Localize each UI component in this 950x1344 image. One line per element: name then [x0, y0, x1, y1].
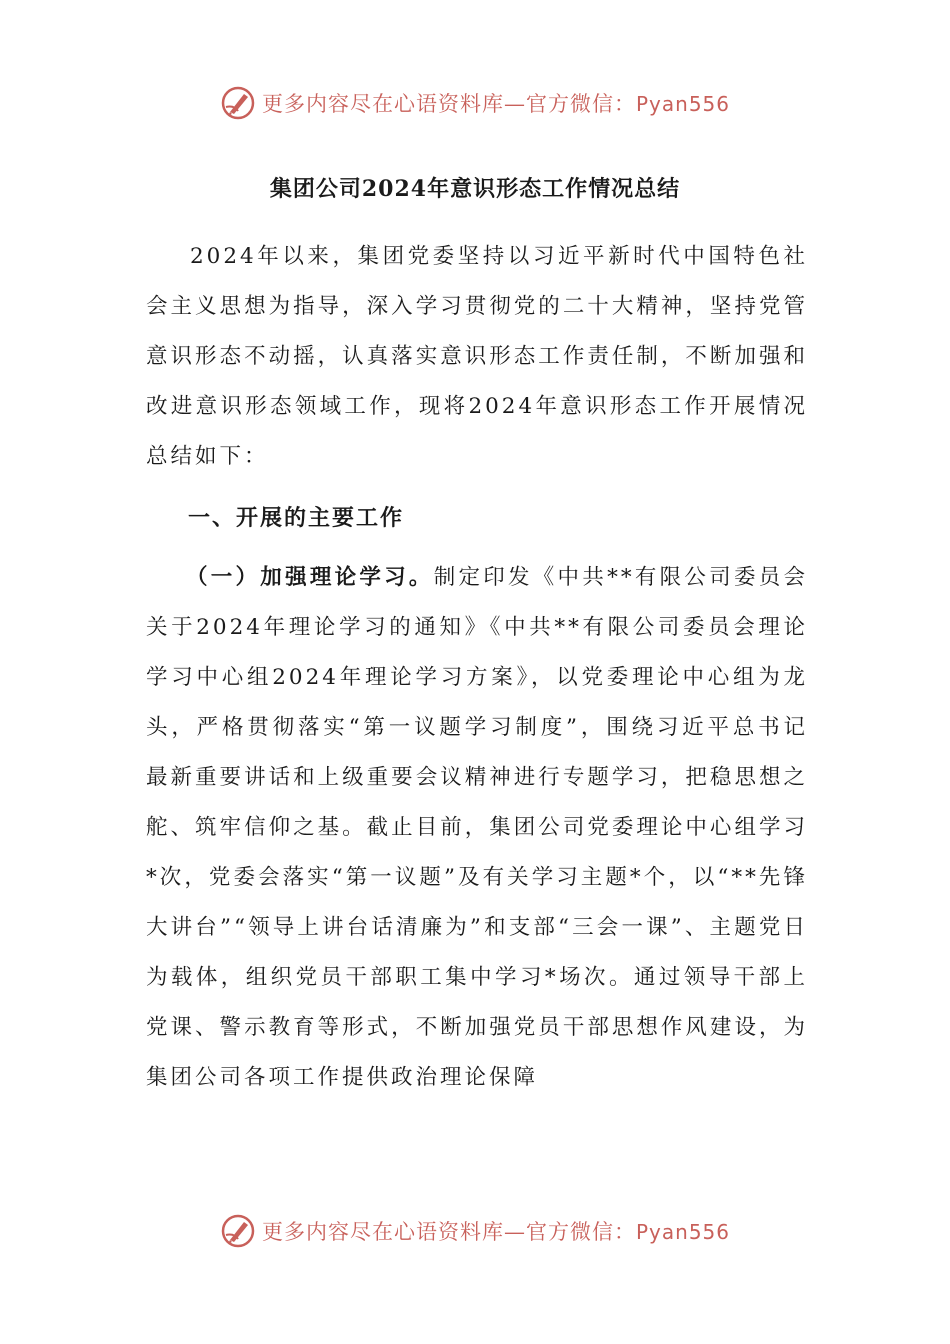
item1-paragraph: [146, 553, 808, 1103]
watermark-text: 更多内容尽在心语资料库—官方微信：Pyan556: [261, 92, 730, 116]
header-watermark-banner: [0, 78, 950, 128]
item1-lead: （一）加强理论学习。: [186, 565, 434, 590]
document-title: 集团公司2024年意识形态工作情况总结: [269, 176, 681, 202]
pen-logo-icon: [220, 1213, 256, 1249]
item1-body: 制定印发《中共**有限公司委员会关于2024年理论学习的通知》《中共**有限公司委员会理论学习中心组2024年理论学习方案》，以党委理论中心组为龙头，严格贯彻落实“第一议题学习制度”，围绕习近平总书记最新重要讲话和上级重要会议精神进行专题学习，把稳思想之舵、筑牢信仰之基。截止目前，集团公司党委理论中心组学习*次，党委会落实“第一议题”及有关学习主题*个，以“**先锋大讲台”“领导上讲台话清廉为”和支部“三会一课”、主题党日为载体，组织党员干部职工集中学习*场次。通过领导干部上党课、警示教育等形式，不断加强党员干部思想作风建设，为集团公司各项工作提供政治理论保障: [146, 565, 808, 1090]
footer-watermark-banner: [0, 1206, 950, 1256]
section-heading: 一、开展的主要工作: [188, 505, 405, 531]
pen-logo-icon: [220, 85, 256, 121]
watermark-text: 更多内容尽在心语资料库—官方微信：Pyan556: [261, 1220, 730, 1244]
intro-paragraph: 2024年以来，集团党委坚持以习近平新时代中国特色社会主义思想为指导，深入学习贯彻党的二十大精神，坚持党管意识形态不动摇，认真落实意识形态工作责任制，不断加强和改进意识形态领域工作，现将2024年意识形态工作开展情况总结如下：: [146, 244, 808, 469]
